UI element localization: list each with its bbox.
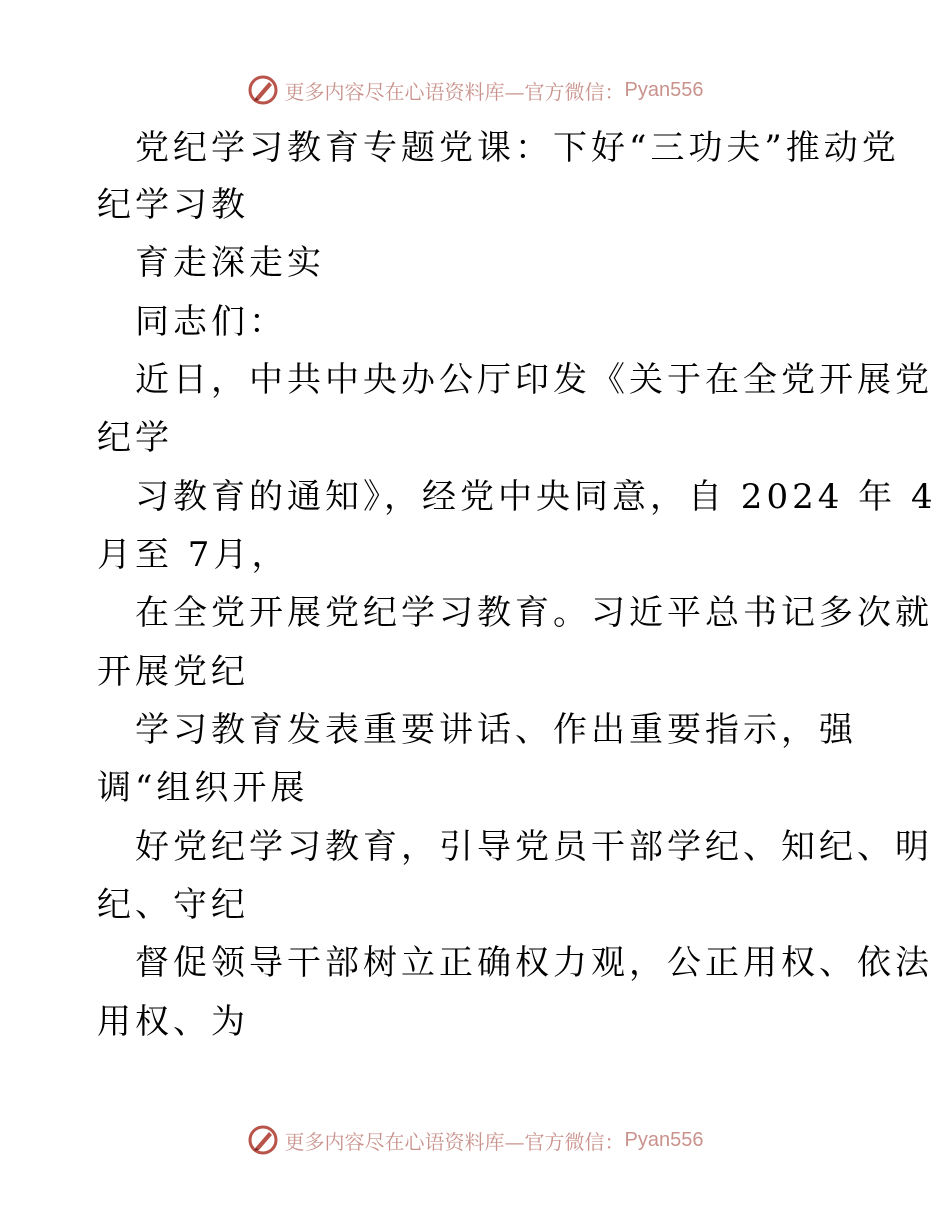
body-line: 在全党开展党纪学习教育。习近平总书记多次就 [135,593,933,633]
footer-banner-wechat: Pyan556 [624,1128,704,1151]
pen-logo-icon [247,1124,279,1156]
body-line: 纪学 [97,418,173,458]
body-line: 党纪学习教育专题党课：下好“三功夫”推动党 [135,128,900,168]
body-line: 同志们： [135,302,287,342]
body-line: 督促领导干部树立正确权力观，公正用权、依法 [135,943,933,983]
footer-banner-text: 更多内容尽在心语资料库—官方微信： [284,1129,625,1154]
body-line: 近日，中共中央办公厅印发《关于在全党开展党 [135,360,933,400]
body-line: 纪、守纪 [97,885,249,925]
body-line: 学习教育发表重要讲话、作出重要指示，强 [135,710,857,750]
header-banner-text: 更多内容尽在心语资料库—官方微信： [284,79,625,104]
body-line: 月至 7月， [97,535,290,575]
body-line: 育走深走实 [135,243,325,283]
body-line: 好党纪学习教育，引导党员干部学纪、知纪、明 [135,827,933,867]
footer-banner [0,1120,950,1160]
body-line: 开展党纪 [97,652,249,692]
body-line: 纪学习教 [97,185,249,225]
body-line: 习教育的通知》，经党中央同意，自 2024 年 4 [135,477,937,517]
body-line: 用权、为 [97,1002,249,1042]
header-banner-wechat: Pyan556 [624,78,704,101]
body-line: 调“组织开展 [97,768,309,808]
